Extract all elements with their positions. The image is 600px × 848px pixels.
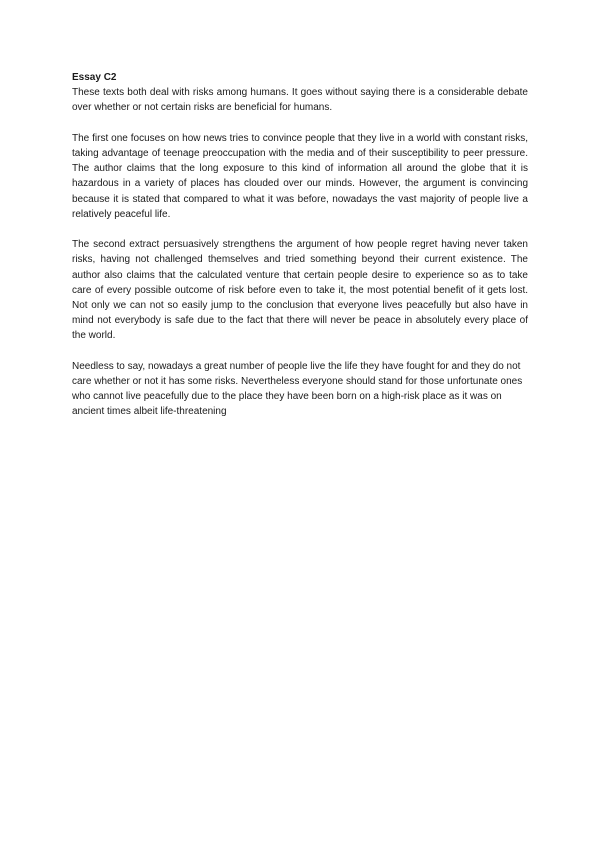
essay-body	[72, 70, 528, 420]
essay-paragraph-intro: These texts both deal with risks among humans. It goes without saying there is a considerable debate over whether or not certain risks are beneficial for humans.	[72, 87, 528, 114]
essay-paragraph-conclusion: Needless to say, nowadays a great number of people live the life they have fought for and they do not care whether or not it has some risks. Nevertheless everyone should stand for those unfortunate ones who cannot live peacefully due to the place they have been born on a high-risk place as it was on ancient times albeit life-threatening	[72, 360, 523, 418]
essay-paragraph-first-extract: The first one focuses on how news tries to convince people that they live in a world with constant risks, taking advantage of teenage preoccupation with the media and of their susceptibility to peer pressure. The author claims that the long exposure to this kind of information all around the globe that it is hazardous in a variety of places has clouded over our minds. However, the argument is convincing because it is stated that compared to what it was before, nowadays the vast majority of people live a relatively peaceful life.	[72, 132, 528, 220]
essay-paragraph-second-extract: The second extract persuasively strengthens the argument of how people regret having never taken risks, having not challenged themselves and tried something beyond their current existence. The author also claims that the calculated venture that certain people desire to experience so as to take care of every possible outcome of risk before even to take it, the most potential benefit of it gets lost. Not only we can not so easily jump to the conclusion that everyone lives peacefully but also have in mind not everybody is safe due to the fact that there will never be peace in absolutely every place of the world.	[72, 239, 528, 342]
essay-title: Essay C2	[72, 72, 117, 83]
